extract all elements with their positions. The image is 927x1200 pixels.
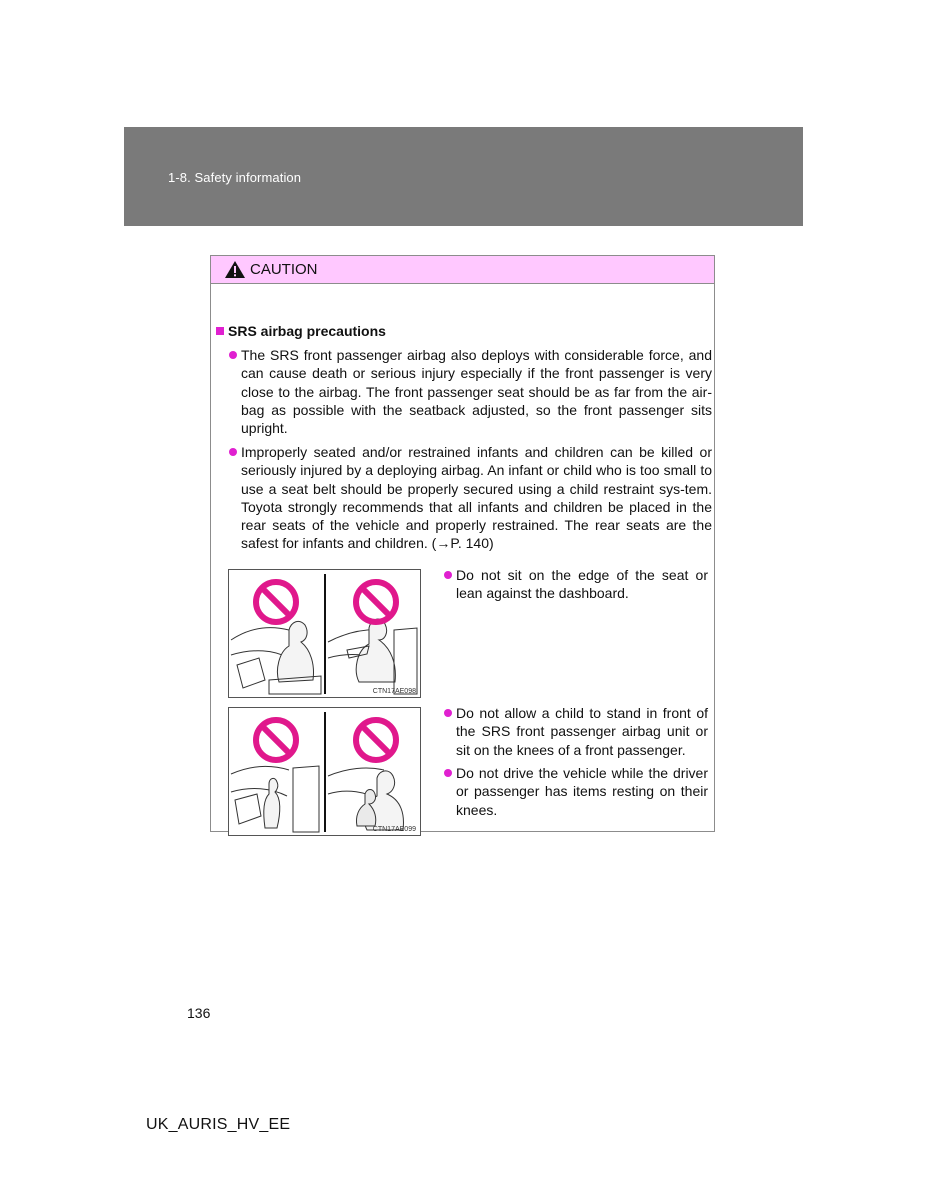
bullet-text: Do not allow a child to stand in front of the SRS front passenger airbag unit or sit on the knees of a front passenger.: [456, 705, 708, 758]
prohibition-icon: [256, 582, 296, 622]
bullet-dot-icon: [229, 448, 237, 456]
section-heading: [216, 323, 386, 339]
page-number: 136: [187, 1005, 211, 1021]
caution-header: [211, 256, 714, 284]
illustration-code: CTN17AE099: [372, 826, 416, 833]
caution-box: [210, 255, 715, 832]
section-label: 1-8. Safety information: [168, 170, 302, 185]
prohibition-icon: [356, 720, 396, 760]
warning-triangle-icon: [224, 260, 246, 279]
illustration-code: CTN17AE098: [372, 688, 416, 695]
square-bullet-icon: [216, 327, 224, 335]
child-seating-illustration-icon: [229, 708, 420, 835]
bullet-item: [241, 346, 712, 437]
bullet-item: [456, 566, 708, 603]
illustration-seating-2: [228, 707, 421, 836]
bullet-dot-icon: [444, 769, 452, 777]
section-header-band: [124, 127, 803, 226]
heading-text: SRS airbag precautions: [228, 323, 386, 339]
bullet-item: [456, 764, 708, 819]
seating-illustration-icon: [229, 570, 420, 697]
bullet-item: [456, 704, 708, 759]
caution-title: CAUTION: [250, 261, 318, 278]
illustration-seating-1: [228, 569, 421, 698]
bullet-item: [241, 443, 712, 553]
prohibition-icon: [256, 720, 296, 760]
bullet-text: The SRS front passenger airbag also deploys with considerable force, and can cause death or serious injury especially if the front passenger is very close to the airbag. The front passenger seat should be as far from the air-bag as possible with the seatback adjusted, so the front passenger sits upright.: [241, 347, 712, 437]
bullet-dot-icon: [229, 351, 237, 359]
prohibition-icon: [356, 582, 396, 622]
document-code: UK_AURIS_HV_EE: [146, 1116, 291, 1133]
bullet-text: Improperly seated and/or restrained infants and children can be killed or seriously injured by a deploying airbag. An infant or child who is too small to use a seat belt should be properly secured using a child restraint sys-tem. Toyota strongly recommends that all infants and children be placed in the rear seats of the vehicle and properly restrained. The rear seats are the safest for infants and children. (→P. 140): [241, 444, 712, 552]
bullet-text: Do not sit on the edge of the seat or lean against the dashboard.: [456, 567, 708, 602]
bullet-dot-icon: [444, 571, 452, 579]
bullet-dot-icon: [444, 709, 452, 717]
bullet-text: Do not drive the vehicle while the driver or passenger has items resting on their knees.: [456, 765, 708, 818]
